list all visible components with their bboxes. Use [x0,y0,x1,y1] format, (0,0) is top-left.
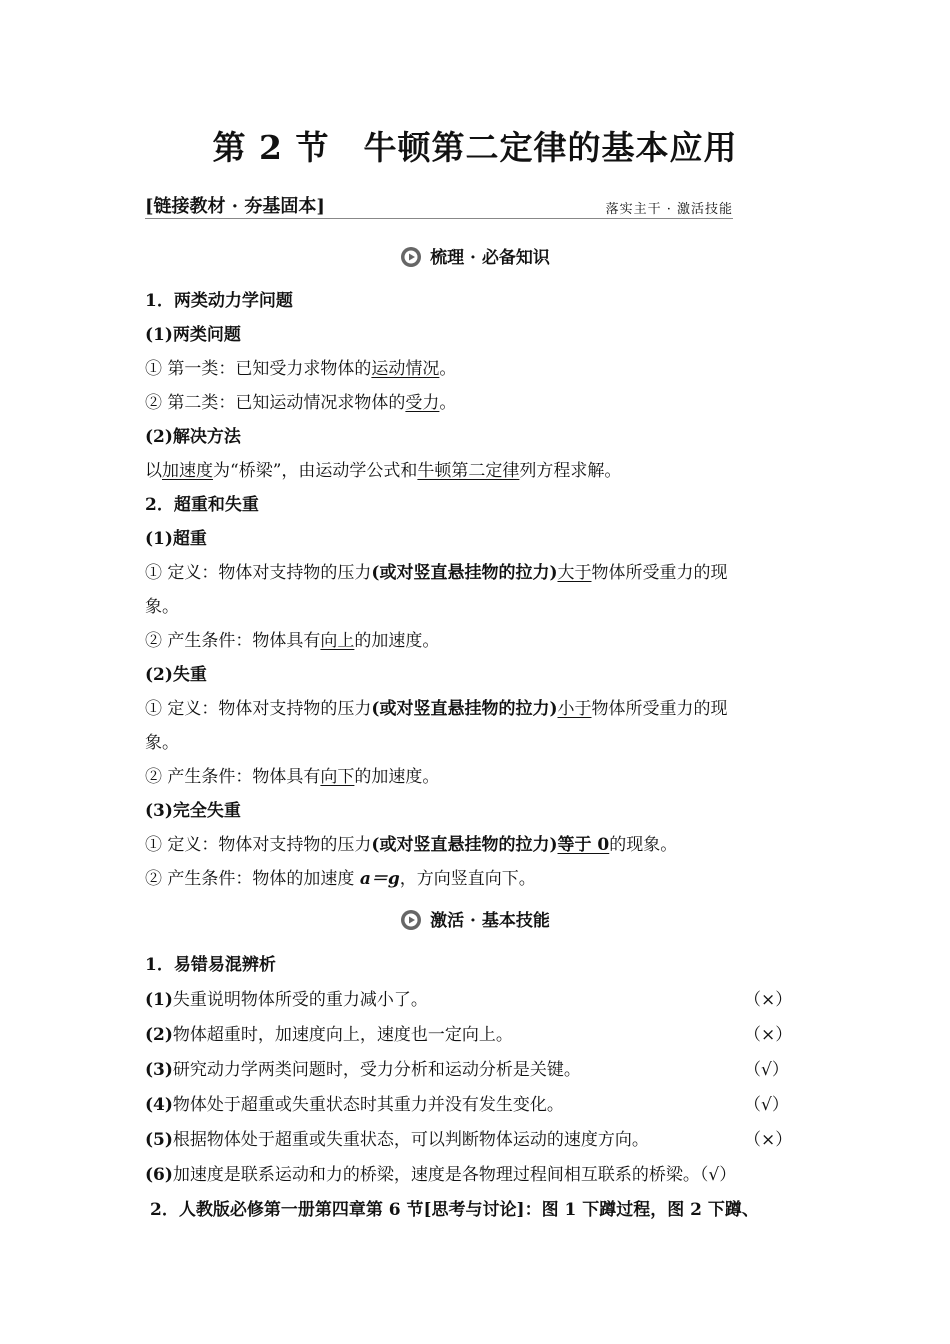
paragraph-line [145,626,810,651]
answer-underlined: 小于 [557,699,592,719]
heading-overweight: 2．超重和失重 [145,495,259,515]
paragraph-line: 象。 [145,733,179,753]
page-title: 第 2 节 牛顿第二定律的基本应用 [212,128,738,167]
text: 。 [439,393,457,413]
chapter-banner [145,192,733,219]
heading-discussion: 2．人教版必修第一册第四章第 6 节[思考与讨论]：图 1 下蹲过程，图 2 下蹲、 [150,1200,759,1220]
text: 物体所受重力的现 [591,563,728,583]
text: 物体所受重力的现 [591,699,728,719]
item-text: 研究动力学两类问题时，受力分析和运动分析是关键。 [172,1060,581,1080]
list-item [145,1160,810,1185]
list-item [145,1090,810,1115]
list-item [145,985,810,1010]
item-mark: （√） [744,1095,789,1115]
play-circle-icon [400,246,422,268]
answer-underlined: 向上 [320,631,355,651]
paragraph-line [145,456,810,481]
section-header-skills [0,906,950,931]
paragraph-line: 象。 [145,597,179,617]
item-mark: （√） [744,1060,789,1080]
answer-underlined: 运动情况 [371,359,440,379]
text: ，方向竖直向下。 [399,869,536,889]
paragraph-line [145,558,810,583]
text: ① 第一类：已知受力求物体的 [145,359,372,379]
list-item [145,1020,810,1045]
text: 的加速度。 [354,631,440,651]
paragraph-line [145,388,810,413]
text: ② 产生条件：物体具有 [145,767,321,787]
answer-underlined: 受力 [405,393,440,413]
subheading: (2)解决方法 [145,427,241,447]
item-text: 根据物体处于超重或失重状态，可以判断物体运动的速度方向。 [172,1130,649,1150]
text: 为“桥梁”，由运动学公式和 [213,461,418,481]
subheading: (1)超重 [145,529,207,549]
item-mark: （√） [699,1165,737,1185]
text: ② 第二类：已知运动情况求物体的 [145,393,406,413]
subheading: (1)两类问题 [145,325,241,345]
list-item [145,1125,810,1150]
list-item [145,1055,810,1080]
text: 的现象。 [609,835,678,855]
item-number: (6) [145,1165,173,1185]
item-text: 物体超重时，加速度向上，速度也一定向上。 [172,1025,513,1045]
section-label: 梳理 · 必备知识 [430,248,550,268]
paragraph-line [145,830,810,855]
text: (或对竖直悬挂物的拉力) [371,563,558,583]
play-circle-icon [400,909,422,931]
item-number: (4) [145,1095,173,1115]
banner-right-label: 落实主干 · 激活技能 [605,202,733,217]
text: ① 定义：物体对支持物的压力 [145,835,372,855]
answer-underlined: 大于 [557,563,592,583]
subheading: (3)完全失重 [145,801,241,821]
subheading: (2)失重 [145,665,207,685]
text: ② 产生条件：物体具有 [145,631,321,651]
text: ② 产生条件：物体的加速度 [145,869,360,889]
paragraph-line [145,354,810,379]
item-mark: （×） [744,1025,793,1045]
text: (或对竖直悬挂物的拉力) [371,699,558,719]
answer-underlined: 加速度 [162,461,213,481]
heading-two-problems: 1．两类动力学问题 [145,291,293,311]
text: 。 [439,359,457,379]
section-header-knowledge [0,243,950,268]
banner-left-label: [链接教材 · 夯基固本] [145,196,325,217]
paragraph-line [145,864,810,889]
heading-judgement: 1．易错易混辨析 [145,955,276,975]
section-label: 激活 · 基本技能 [430,911,550,931]
item-mark: （×） [744,1130,793,1150]
item-text: 失重说明物体所受的重力减小了。 [172,990,428,1010]
item-number: (5) [145,1130,173,1150]
text: 以 [145,461,162,481]
answer-underlined: 向下 [320,767,355,787]
text: ① 定义：物体对支持物的压力 [145,699,372,719]
answer-underlined: 牛顿第二定律 [417,461,520,481]
item-number: (3) [145,1060,173,1080]
text: 列方程求解。 [519,461,622,481]
answer-underlined: 等于 0 [557,835,610,855]
item-text: 加速度是联系运动和力的桥梁，速度是各物理过程间相互联系的桥梁。 [172,1165,700,1185]
item-mark: （×） [744,990,793,1010]
paragraph-line [145,694,810,719]
item-number: (2) [145,1025,173,1045]
item-text: 物体处于超重或失重状态时其重力并没有发生变化。 [172,1095,564,1115]
formula: a＝g [359,869,400,889]
text: ① 定义：物体对支持物的压力 [145,563,372,583]
paragraph-line [145,762,810,787]
text: (或对竖直悬挂物的拉力) [371,835,558,855]
text: 的加速度。 [354,767,440,787]
item-number: (1) [145,990,173,1010]
